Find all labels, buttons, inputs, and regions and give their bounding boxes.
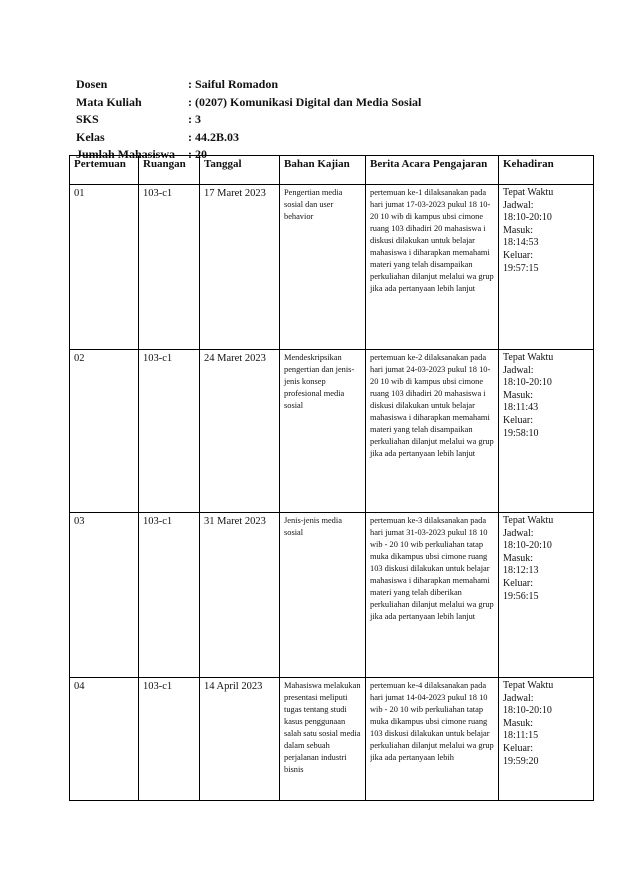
kehadiran-cell: Tepat Waktu Jadwal: 18:10-20:10 Masuk: 18:12:13 Keluar: 19:56:15 xyxy=(499,513,594,678)
ruangan-cell: 103-c1 xyxy=(139,350,200,513)
bahan-kajian-text: Mahasiswa melakukan presentasi meliputi tugas tentang studi kasus penggunaan salah satu sosial media dalam sebuah perjalanan industri bisnis xyxy=(284,681,361,774)
tanggal-text: 14 April 2023 xyxy=(204,681,263,692)
pertemuan-cell: 02 xyxy=(70,350,139,513)
tanggal-cell: 17 Maret 2023 xyxy=(200,185,280,350)
tanggal-cell: 24 Maret 2023 xyxy=(200,350,280,513)
bahan-kajian-cell xyxy=(280,678,366,801)
table-header-row xyxy=(70,156,594,185)
berita-acara-text: pertemuan ke-4 dilaksanakan pada hari jumat 14-04-2023 pukul 18 10 wib - 20 10 wib perkuliahan tatap muka dikampus ubsi cimone ruang 103 diskusi dilakukan untuk belajar perkuliahan dilanjut melalui wa grup jika ada pertanyaan lebih xyxy=(370,681,494,762)
kehadiran-cell: Tepat Waktu Jadwal: 18:10-20:10 Masuk: 18:14:53 Keluar: 19:57:15 xyxy=(499,185,594,350)
header-row-dosen xyxy=(76,76,546,94)
berita-acara-cell: pertemuan ke-1 dilaksanakan pada hari jumat 17-03-2023 pukul 18 10-20 10 wib di kampus ubsi cimone ruang 103 dihadiri 20 mahasiswa i diskusi dilakukan untuk belajar mahasiswa i diharapkan memahami materi yang telah disampaikan perkuliahan dilanjut melalui wa grup jika ada pertanyaan lebih lanjut xyxy=(366,185,499,350)
header-label: Jumlah Mahasiswa xyxy=(76,147,176,161)
header-row-kelas xyxy=(76,129,546,147)
table-row xyxy=(70,513,594,678)
header-row-mata-kuliah xyxy=(76,94,546,112)
bahan-kajian-cell: Jenis-jenis media sosial xyxy=(280,513,366,678)
header-value: : 44.2B.03 xyxy=(188,129,239,144)
header-value: : Saiful Romadon xyxy=(188,77,279,91)
berita-acara-cell xyxy=(366,678,499,801)
kehadiran-cell: Tepat Waktu Jadwal: 18:10-20:10 Masuk: 18:11:43 Keluar: 19:58:10 xyxy=(499,350,594,513)
kehadiran-text: Tepat Waktu Jadwal: 18:10-20:10 Masuk: 18:11:15 Keluar: 19:59:20 xyxy=(503,680,554,767)
header-value: : 20 xyxy=(188,147,207,161)
header-label: Mata Kuliah xyxy=(76,94,142,109)
bahan-kajian-cell: Mendeskripsikan pengertian dan jenis-jenis konsep profesional media sosial xyxy=(280,350,366,513)
attendance-table xyxy=(69,155,594,801)
kehadiran-cell xyxy=(499,678,594,801)
header-row-sks xyxy=(76,111,546,129)
ruangan-cell: 103-c1 xyxy=(139,513,200,678)
ruangan-cell xyxy=(139,678,200,801)
header-label: Dosen xyxy=(76,77,108,91)
header-label: SKS xyxy=(76,112,99,126)
header-value: : 3 xyxy=(188,112,201,126)
tanggal-cell: 31 Maret 2023 xyxy=(200,513,280,678)
table-row xyxy=(70,678,594,801)
column-header: Kehadiran xyxy=(499,156,594,185)
berita-acara-cell: pertemuan ke-2 dilaksanakan pada hari jumat 24-03-2023 pukul 18 10-20 10 wib di kampus ubsi cimone ruang 103 dihadiri 20 mahasiswa i diskusi dilakukan untuk belajar mahasiswa i diharapkan memahami materi yang telah disampaikan perkuliahan dilanjut melalui wa grup jika ada pertanyaan lebih lanjut xyxy=(366,350,499,513)
header-label: Kelas xyxy=(76,129,105,144)
ruangan-cell: 103-c1 xyxy=(139,185,200,350)
table-row xyxy=(70,350,594,513)
header-value: : (0207) Komunikasi Digital dan Media Sosial xyxy=(188,94,422,109)
bahan-kajian-cell: Pengertian media sosial dan user behavior xyxy=(280,185,366,350)
pertemuan-cell: 01 xyxy=(70,185,139,350)
course-header xyxy=(76,76,546,164)
berita-acara-cell: pertemuan ke-3 dilaksanakan pada hari jumat 31-03-2023 pukul 18 10 wib - 20 10 wib perkuliahan tatap muka dikampus ubsi cimone ruang 103 diskusi dilakukan untuk belajar mahasiswa i diharapkan memahami materi yang telah diberikan perkuliahan dilanjut melalui wa grup jika ada pertanyaan lebih lanjut xyxy=(366,513,499,678)
pertemuan-cell: 03 xyxy=(70,513,139,678)
column-header: Ruangan xyxy=(139,156,200,185)
column-header: Berita Acara Pengajaran xyxy=(366,156,499,185)
pertemuan-cell xyxy=(70,678,139,801)
ruangan-text: 103-c1 xyxy=(143,681,173,692)
table-row xyxy=(70,185,594,350)
column-header: Tanggal xyxy=(200,156,280,185)
column-header: Pertemuan xyxy=(70,156,139,185)
tanggal-cell xyxy=(200,678,280,801)
pertemuan-text: 04 xyxy=(74,681,85,692)
column-header: Bahan Kajian xyxy=(280,156,366,185)
